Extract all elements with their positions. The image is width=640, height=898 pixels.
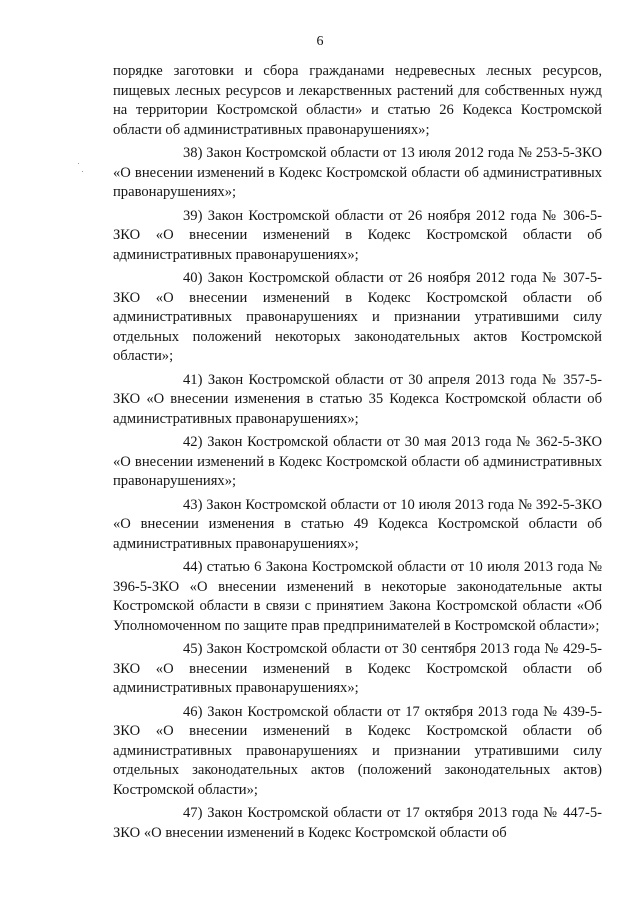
list-item: [113, 640, 602, 699]
list-item-number: 46): [183, 703, 203, 720]
list-item: [113, 207, 602, 266]
list-item-text: Закон Костромской области от 30 сентября 2013 года № 429-5-ЗКО «О внесении изменений в Кодекс Костромской области об административных правонарушениях»;: [113, 641, 602, 696]
list-item: [113, 703, 602, 801]
paragraph-text: порядке заготовки и сбора гражданами недревесных лесных ресурсов, пищевых лесных ресурсов и лекарственных растений для собственных нужд на территории Костромской области» и статью 26 Кодекса Костромской области об административных правонарушениях»;: [113, 63, 602, 138]
list-item-text: Закон Костромской области от 13 июля 2012 года № 253-5-ЗКО «О внесении изменений в Кодекс Костромской области об административных правонарушениях»;: [113, 145, 602, 200]
list-item-number: 43): [183, 496, 203, 513]
list-item-number: 39): [183, 207, 203, 224]
list-item-text: Закон Костромской области от 30 апреля 2013 года № 357-5-ЗКО «О внесении изменения в статью 35 Кодекса Костромской области об административных правонарушениях»;: [113, 371, 602, 427]
list-item-text: Закон Костромской области от 26 ноября 2012 года № 307-5-ЗКО «О внесении изменений в Кодекс Костромской области об административных правонарушениях и признании утратившими силу отдельных положений некоторых законодательных актов Костромской области»;: [113, 270, 602, 364]
scan-speck: [78, 163, 79, 164]
list-item-text: Закон Костромской области от 26 ноября 2012 года № 306-5-ЗКО «О внесении изменений в Кодекс Костромской области об административных правонарушениях»;: [113, 207, 602, 263]
list-item-number: 38): [183, 145, 203, 161]
list-item: [113, 558, 602, 636]
list-item-number: 44): [183, 559, 203, 575]
list-item-number: 45): [183, 641, 203, 657]
list-item-number: 41): [183, 371, 203, 388]
list-item-text: Закон Костромской области от 10 июля 2013 года № 392-5-ЗКО «О внесении изменения в статью 49 Кодекса Костромской области об административных правонарушениях»;: [113, 496, 602, 552]
list-item: [113, 144, 602, 203]
page-number: 6: [316, 34, 324, 49]
list-item: [113, 371, 602, 430]
list-item-text: статью 6 Закона Костромской области от 10 июля 2013 года № 396-5-ЗКО «О внесении изменений в некоторые законодательные акты Костромской области в связи с принятием Закона Костромской области «Об Уполномоченном по защите прав предпринимателей в Костромской области»;: [113, 559, 602, 634]
list-item-number: 42): [183, 434, 203, 450]
document-body: [113, 62, 602, 847]
list-item: [113, 433, 602, 492]
scan-speck: [82, 171, 83, 172]
paragraph-continuation: [113, 62, 602, 140]
list-item-number: 40): [183, 270, 203, 286]
list-item-text: Закон Костромской области от 17 октября 2013 года № 439-5-ЗКО «О внесении изменений в Кодекс Костромской области об административных правонарушениях и признании утратившими силу отдельных законодательных актов (положений законодательных актов) Костромской области»;: [113, 703, 602, 798]
list-item-text: Закон Костромской области от 17 октября 2013 года № 447-5-ЗКО «О внесении изменений в Кодекс Костромской области об: [113, 805, 602, 841]
list-item: [113, 804, 602, 843]
list-item-number: 47): [183, 805, 203, 821]
list-item: [113, 269, 602, 367]
list-item-text: Закон Костромской области от 30 мая 2013 года № 362-5-ЗКО «О внесении изменений в Кодекс Костромской области об административных правонарушениях»;: [113, 434, 603, 489]
list-item: [113, 496, 602, 555]
